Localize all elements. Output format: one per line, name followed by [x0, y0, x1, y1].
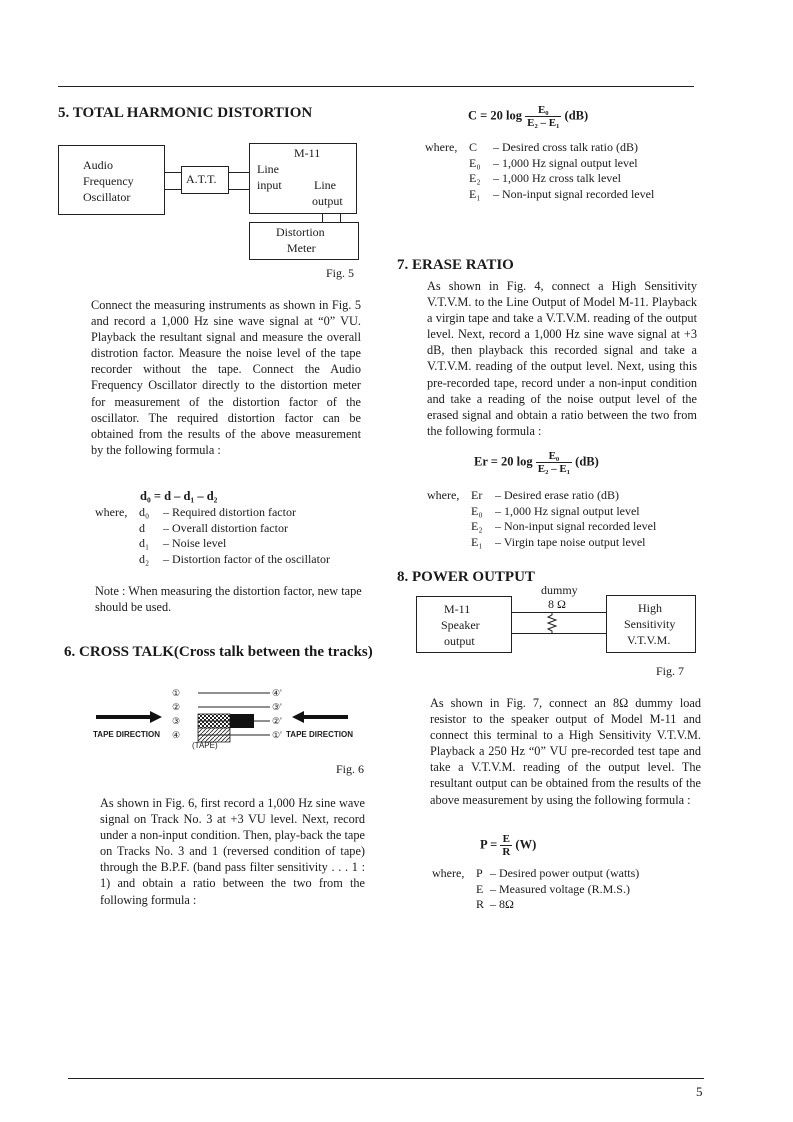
power-where-list [432, 866, 712, 913]
track-num-left-4: ④ [172, 730, 181, 740]
where-row [95, 536, 365, 552]
erase-formula [474, 450, 599, 475]
wire-osc-att-2 [165, 189, 181, 190]
att-label: A.T.T. [186, 172, 217, 186]
where-row [427, 488, 707, 504]
power-numerator: E [500, 833, 512, 846]
where-row [432, 882, 712, 898]
track-3-checker [198, 714, 230, 728]
meter-label-1: Distortion [276, 225, 325, 239]
tape-direction-left: TAPE DIRECTION [93, 730, 160, 739]
where-symbol: E₂ [471, 519, 483, 533]
where-row [95, 505, 365, 521]
where-desc: – 1,000 Hz cross talk level [493, 171, 621, 185]
power-formula [480, 833, 536, 858]
crosstalk-fraction [525, 104, 561, 129]
section-5-title: 5. TOTAL HARMONIC DISTORTION [58, 105, 313, 121]
track-3-solid [230, 714, 254, 728]
arrow-left-icon [292, 711, 348, 723]
where-row [427, 504, 707, 520]
vtvm-label-2: Sensitivity [624, 617, 676, 631]
track-num-right-3: ③' [272, 702, 282, 712]
fig-5-label: Fig. 5 [326, 266, 355, 280]
where-label [432, 882, 476, 898]
where-desc: – Desired power output (watts) [490, 866, 640, 880]
erase-unit: (dB) [575, 454, 599, 469]
where-desc: – Measured voltage (R.M.S.) [490, 881, 630, 896]
where-symbol: E₀ [469, 155, 481, 170]
wire-att-m11-2 [229, 189, 249, 190]
bottom-rule [68, 1078, 704, 1079]
where-symbol: P [476, 866, 483, 880]
line-input-label-2: input [257, 178, 282, 192]
where-row [95, 521, 365, 537]
fig-7-label: Fig. 7 [656, 664, 685, 678]
crosstalk-denominator: E₂ – E₁ [527, 117, 560, 129]
where-desc: – Overall distortion factor [163, 520, 288, 535]
where-desc: – 1,000 Hz signal output level [495, 503, 640, 518]
where-label [95, 536, 139, 552]
section-5-body: Connect the measuring instruments as shown in Fig. 5 and record a 1,000 Hz sine wave signal at “0” VU. Playback the resultant signal and measure the overall distrotion factor. Measure the noise level of the tape recorder without the tape. Connect the Audio Frequency Oscillator directly to the distortion meter for measurement of the distortion factor of the oscillator. The required distortion factor can be obtained from the results of the above measurement by the following formula : [91, 298, 361, 457]
where-desc: – Required distortion factor [163, 505, 296, 519]
section-5-note [95, 583, 370, 615]
power-denominator: R [502, 846, 511, 858]
where-desc: – Virgin tape noise output level [495, 534, 646, 549]
where-label [427, 519, 471, 535]
where-label: where, [425, 140, 458, 154]
section-7-title: 7. ERASE RATIO [397, 257, 514, 273]
track-4-hatch [198, 728, 230, 742]
tape-label: (TAPE) [192, 741, 218, 750]
track-num-left-2: ② [172, 702, 181, 712]
where-desc: – Noise level [163, 536, 227, 550]
power-lhs: P = [480, 837, 498, 852]
resistor-icon [546, 612, 558, 634]
where-symbol: C [469, 140, 478, 154]
where-desc: – Distortion factor of the oscillator [163, 551, 330, 566]
note-text: When measuring the distortion factor, new tape should be used. [95, 584, 362, 615]
wire-speaker-bottom [512, 633, 606, 634]
track-num-right-4: ④' [272, 688, 282, 698]
where-row [425, 140, 705, 156]
dummy-label: dummy [541, 583, 578, 597]
where-label [432, 897, 476, 913]
where-symbol: d₁ [139, 536, 150, 550]
track-num-left-3: ③ [172, 716, 181, 726]
where-symbol: E₁ [471, 534, 483, 549]
where-symbol: d₂ [139, 551, 150, 566]
where-row [432, 866, 712, 882]
where-symbol: R [476, 897, 485, 911]
erase-numerator: E₀ [536, 450, 572, 463]
m11-speaker-label-2: Speaker [441, 618, 480, 632]
section-7-body: As shown in Fig. 4, connect a High Sensitivity V.T.V.M. to the Line Output of Model M-11. Playback a virgin tape and take a V.T.V.M. reading of the output level. Next, record a 1,000 Hz sine wave signal at +3 dB, then playback this recorded signal and take a V.T.V.M. reading of the output level. Next, using this pre-recorded tape, record under a non-input condition and take a reading of the noise output level of the erased signal and obtain a ratio between the two from the following formula : [427, 279, 697, 438]
where-symbol: E₁ [469, 186, 481, 201]
oscillator-label-2: Frequency [83, 174, 134, 188]
where-row [425, 156, 705, 172]
erase-denominator: E₂ – E₁ [537, 463, 571, 475]
section-8-body: As shown in Fig. 7, connect an 8Ω dummy load resistor to the speaker output of Model M-11 and connect this terminal to a High Sensitivity V.T.V.M. Playback a 250 Hz “0” VU pre-recorded test tape and take a V.T.V.M. reading of the output level. The resultant output can be obtained from the results of the above measurement by using the following formula : [430, 696, 701, 807]
note-label: Note : [95, 584, 126, 598]
crosstalk-numerator: E₀ [525, 104, 561, 117]
crosstalk-where-list [425, 140, 705, 202]
track-num-right-1: ①' [272, 730, 282, 740]
where-row [427, 519, 707, 535]
where-desc: – Non-input signal recorded level [493, 186, 655, 201]
meter-label-2: Meter [287, 241, 316, 255]
where-symbol: E₂ [469, 171, 481, 185]
section-5-where-list [95, 505, 365, 567]
oscillator-label-3: Oscillator [83, 190, 131, 204]
where-symbol: Er [471, 488, 483, 502]
crosstalk-lhs: C = 20 log [468, 108, 522, 123]
where-symbol: d₀ [139, 505, 150, 519]
where-desc: – Desired cross talk ratio (dB) [493, 140, 638, 154]
fig-6-label: Fig. 6 [336, 762, 365, 776]
crosstalk-formula [468, 104, 588, 129]
line-output-label-2: output [312, 194, 343, 208]
section-8-title: 8. POWER OUTPUT [397, 569, 535, 585]
top-rule [58, 86, 694, 87]
where-symbol: E₀ [471, 503, 483, 518]
where-label [425, 187, 469, 203]
erase-fraction [536, 450, 572, 475]
m11-speaker-label-3: output [444, 634, 475, 648]
where-desc: – Desired erase ratio (dB) [495, 488, 619, 502]
m11-speaker-label-1: M-11 [444, 602, 471, 616]
erase-where-list [427, 488, 707, 550]
where-label [425, 156, 469, 172]
vtvm-label-1: High [638, 601, 662, 615]
wire-speaker-top [512, 612, 606, 613]
where-label: where, [427, 488, 460, 502]
where-symbol: E [476, 881, 484, 896]
where-row [432, 897, 712, 913]
where-row [425, 187, 705, 203]
oscillator-label-1: Audio [83, 158, 113, 172]
power-unit: (W) [515, 837, 537, 852]
track-num-right-2: ②' [272, 716, 282, 726]
where-label [95, 521, 139, 537]
erase-lhs: Er = 20 log [474, 454, 533, 469]
where-label [427, 504, 471, 520]
where-desc: – Non-input signal recorded level [495, 519, 657, 533]
page-number: 5 [696, 1084, 703, 1099]
ohm-label: 8 Ω [548, 597, 566, 611]
where-label: where, [432, 866, 465, 880]
line-input-label-1: Line [257, 162, 279, 176]
m11-label: M-11 [294, 146, 321, 160]
section-6-title: 6. CROSS TALK(Cross talk between the tracks) [64, 644, 373, 660]
line-output-label-1: Line [314, 178, 336, 192]
where-label [427, 535, 471, 551]
power-fraction [500, 833, 512, 858]
where-desc: – 1,000 Hz signal output level [493, 155, 638, 170]
distortion-formula: d₀ = d – d₁ – d₂ [140, 489, 218, 503]
where-desc: – 8Ω [490, 897, 514, 911]
where-label [95, 552, 139, 568]
where-label [425, 171, 469, 187]
where-row [95, 552, 365, 568]
where-row [427, 535, 707, 551]
section-6-body: As shown in Fig. 6, first record a 1,000 Hz sine wave signal on Track No. 3 at +3 VU level. Next, record under a non-input condition. Then, play-back the tape on Tracks No. 3 and 1 (reversed condition of tape) through the B.P.F. (band pass filter sensitivity . . . 1 : 1) and obtain a ratio between the two from the following formula : [100, 796, 365, 907]
crosstalk-unit: (dB) [564, 108, 589, 123]
arrow-right-icon [96, 711, 162, 723]
track-num-left-1: ① [172, 688, 181, 698]
where-row [425, 171, 705, 187]
vtvm-label-3: V.T.V.M. [627, 633, 671, 647]
where-label: where, [95, 505, 128, 519]
wire-osc-att-1 [165, 172, 181, 173]
wire-att-m11-1 [229, 172, 249, 173]
tape-direction-right: TAPE DIRECTION [286, 730, 353, 739]
where-symbol: d [139, 520, 145, 535]
